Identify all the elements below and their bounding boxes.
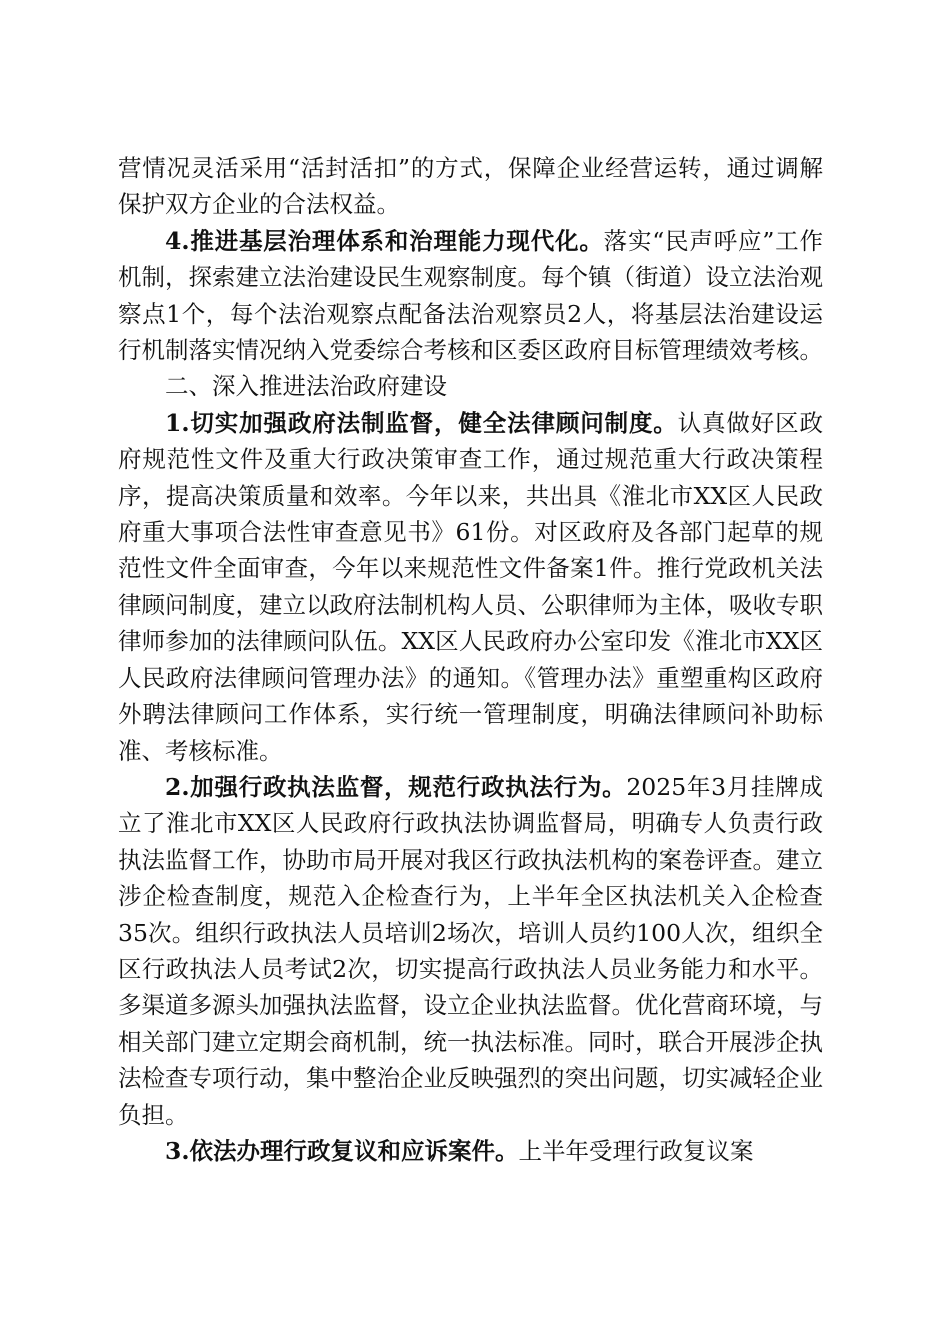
paragraph-text: 落实“民声呼应”工作机制，探索建立法治建设民生观察制度。每个镇（街道）设立法治观察点1个，每个法治观察点配备法治观察员2人，将基层法治建设运行机制落实情况纳入党委综合考核和区委区政府目标管理绩效考核。 [118,226,823,365]
paragraph-lead: 4.推进基层治理体系和治理能力现代化。 [165,226,604,255]
paragraph-text: 上半年受理行政复议案 [518,1136,754,1165]
paragraph-grassroots-governance [118,223,823,369]
paragraph-continuation [118,150,823,223]
paragraph-text: 2025年3月挂牌成立了淮北市XX区人民政府行政执法协调监督局，明确专人负责行政执法监督工作，协助市局开展对我区行政执法机构的案卷评查。建立涉企检查制度，规范入企检查行为，上半年全区执法机关入企检查35次。组织行政执法人员培训2场次，培训人员约100人次，组织全区行政执法人员考试2次，切实提高行政执法人员业务能力和水平。多渠道多源头加强执法监督，设立企业执法监督。优化营商环境，与相关部门建立定期会商机制，统一执法标准。同时，联合开展涉企执法检查专项行动，集中整治企业反映强烈的突出问题，切实减轻企业负担。 [118,772,823,1129]
document-page [118,150,823,1169]
paragraph-text: 认真做好区政府规范性文件及重大行政决策审查工作，通过规范重大行政决策程序，提高决策质量和效率。今年以来，共出具《淮北市XX区人民政府重大事项合法性审查意见书》61份。对区政府及各部门起草的规范性文件全面审查，今年以来规范性文件备案1件。推行党政机关法律顾问制度，建立以政府法制机构人员、公职律师为主体，吸收专职律师参加的法律顾问队伍。XX区人民政府办公室印发《淮北市XX区人民政府法律顾问管理办法》的通知。《管理办法》重塑重构区政府外聘法律顾问工作体系，实行统一管理制度，明确法律顾问补助标准、考核标准。 [118,408,823,765]
section-heading: 二、深入推进法治政府建设 [165,372,447,401]
paragraph-lead: 3.依法办理行政复议和应诉案件。 [165,1136,519,1165]
paragraph-law-enforcement [118,769,823,1133]
paragraph-legal-supervision [118,405,823,769]
paragraph-administrative-review [118,1133,823,1169]
paragraph-lead: 2.加强行政执法监督，规范行政执法行为。 [165,772,627,801]
paragraph-lead: 1.切实加强政府法制监督，健全法律顾问制度。 [165,408,678,437]
paragraph-text: 营情况灵活采用“活封活扣”的方式，保障企业经营运转，通过调解保护双方企业的合法权益。 [118,154,823,219]
